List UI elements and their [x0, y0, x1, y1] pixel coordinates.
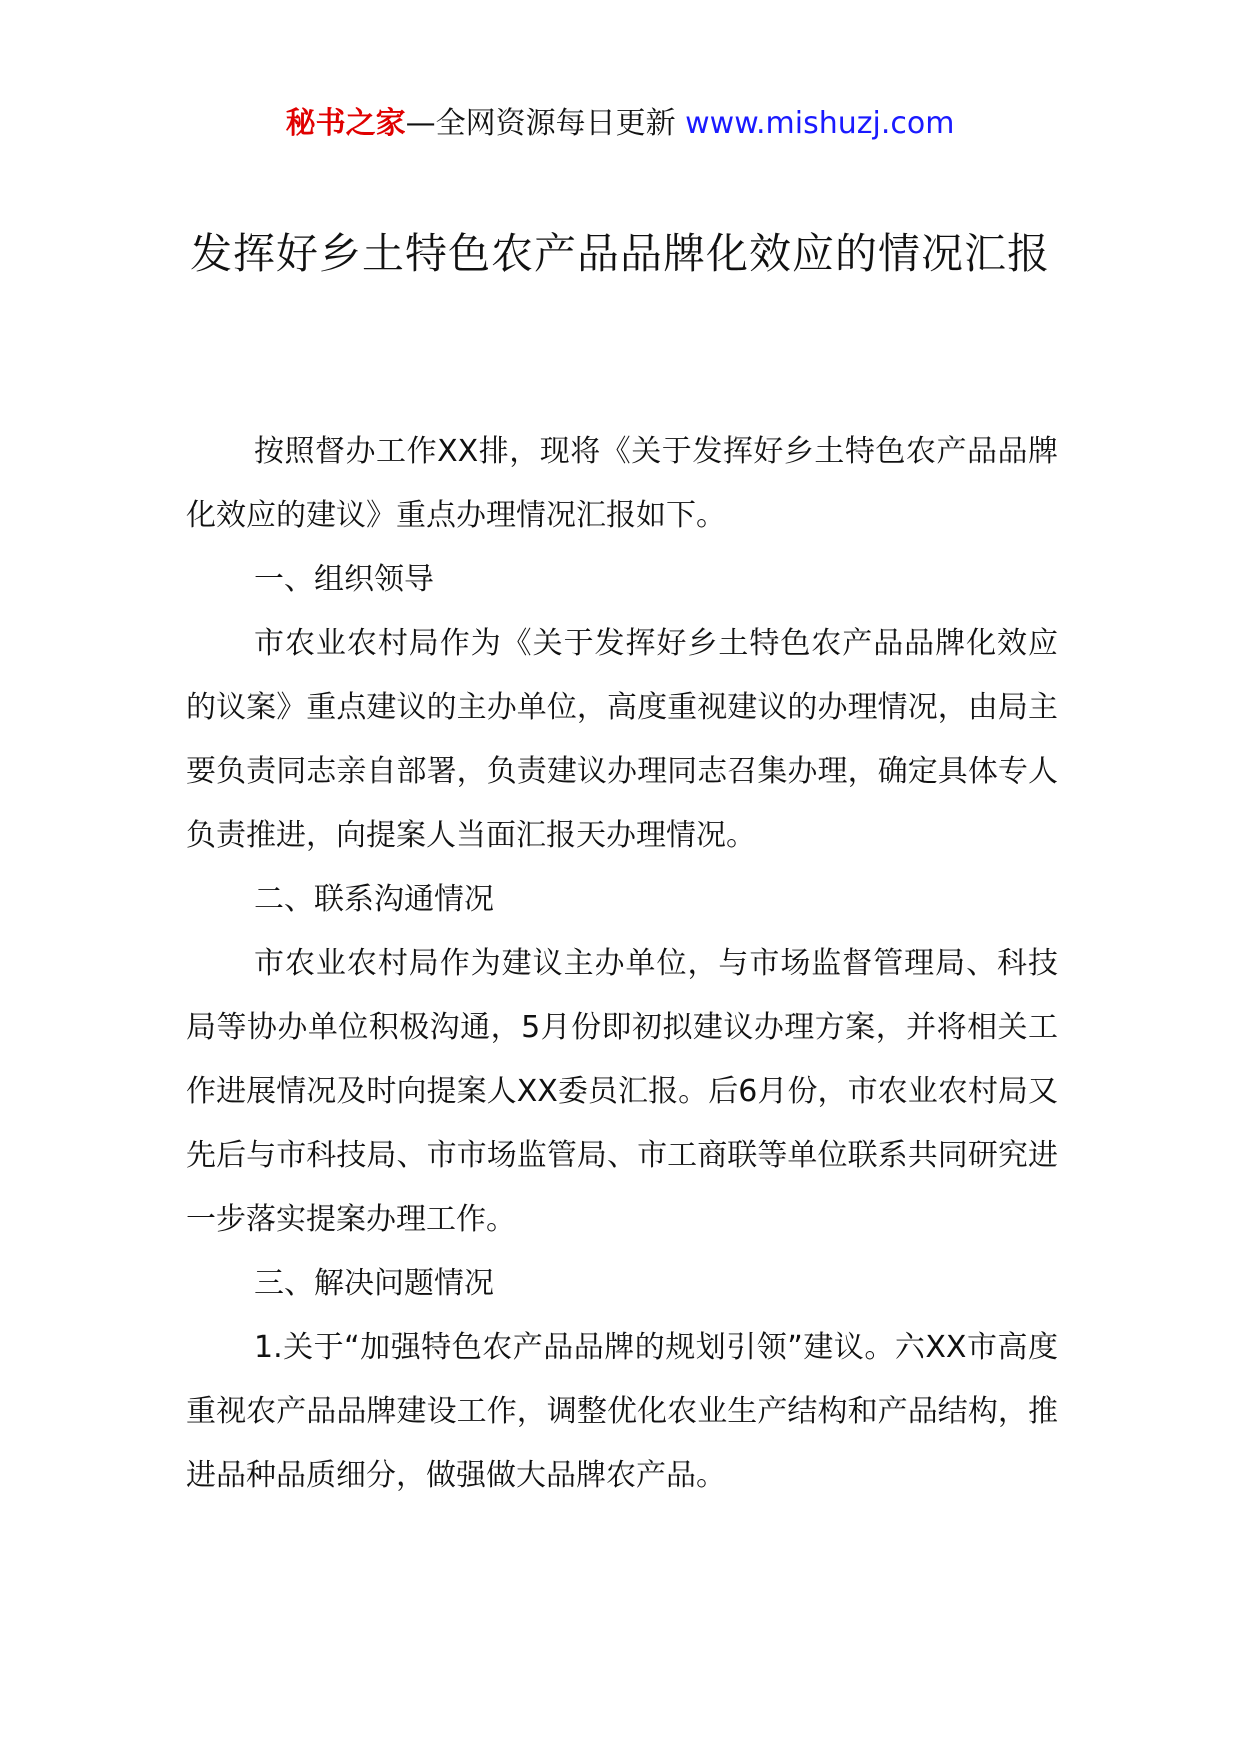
section-heading-communication: 二、联系沟通情况 — [254, 882, 494, 917]
intro-paragraph: 按照督办工作XX排，现将《关于发挥好乡土特色农产品品牌化效应的建议》重点办理情况汇报如下。 — [186, 434, 1058, 533]
site-url-link[interactable]: www.mishuzj.com — [685, 106, 955, 141]
site-header — [0, 100, 1240, 148]
section-heading-problem-solving: 三、解决问题情况 — [254, 1266, 494, 1301]
document-title: 发挥好乡土特色农产品品牌化效应的情况汇报 — [189, 229, 1050, 278]
communication-paragraph: 市农业农村局作为建议主办单位，与市场监督管理局、科技局等协办单位积极沟通，5月份即初拟建议办理方案，并将相关工作进展情况及时向提案人XX委员汇报。后6月份，市农业农村局又先后与市科技局、市市场监管局、市工商联等单位联系共同研究进一步落实提案办理工作。 — [186, 946, 1058, 1237]
section-heading-organization: 一、组织领导 — [254, 562, 434, 597]
problem-solving-paragraph: 1.关于“加强特色农产品品牌的规划引领”建议。六XX市高度重视农产品品牌建设工作，调整优化农业生产结构和产品结构，推进品种品质细分，做强做大品牌农产品。 — [186, 1330, 1058, 1493]
header-tagline: —全网资源每日更新 — [405, 106, 686, 141]
document-body — [186, 420, 1058, 1508]
organization-paragraph: 市农业农村局作为《关于发挥好乡土特色农产品品牌化效应的议案》重点建议的主办单位，高度重视建议的办理情况，由局主要负责同志亲自部署，负责建议办理同志召集办理，确定具体专人负责推进，向提案人当面汇报天办理情况。 — [186, 626, 1058, 853]
brand-name: 秘书之家 — [285, 106, 406, 141]
